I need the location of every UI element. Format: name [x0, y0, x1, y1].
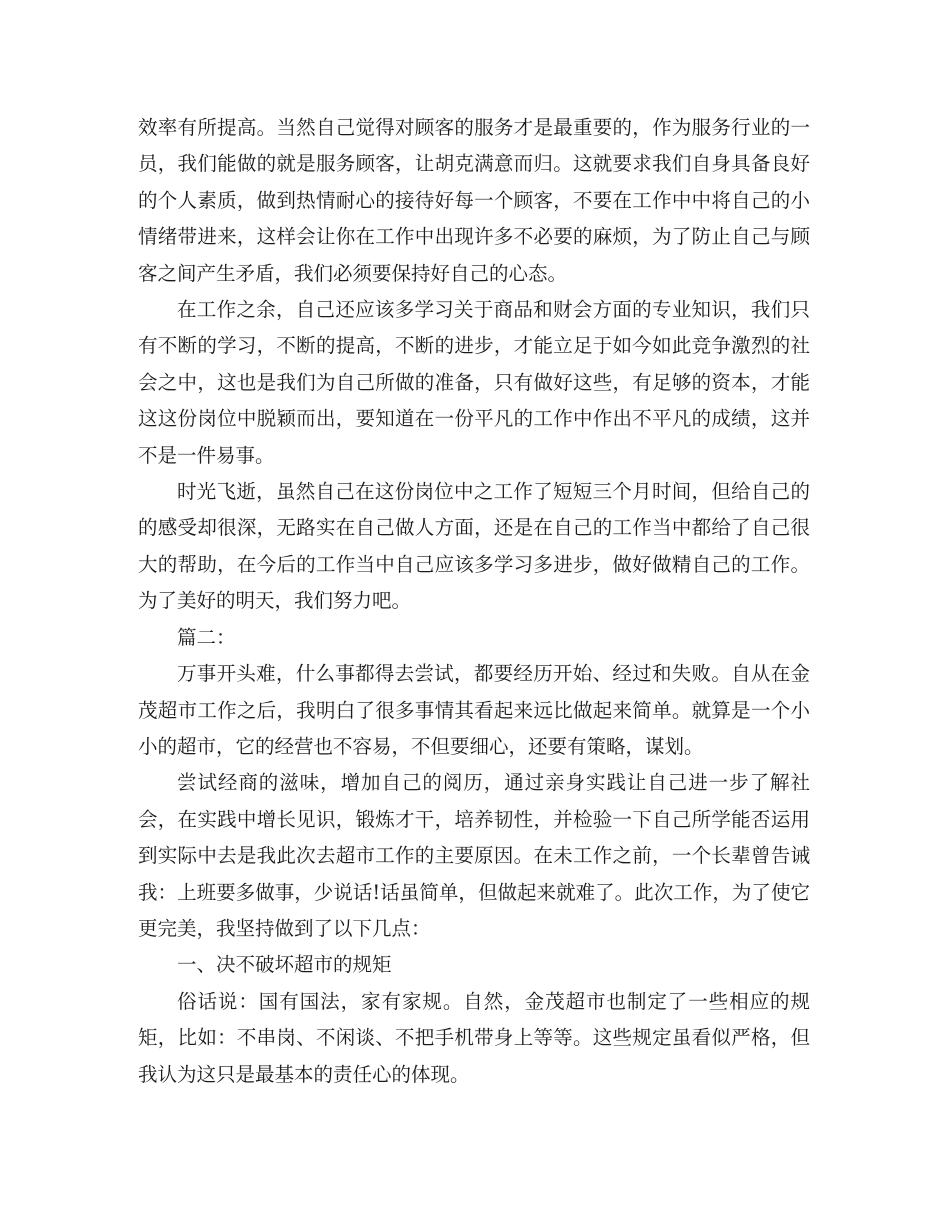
paragraph-beginning-hard: 万事开头难，什么事都得去尝试，都要经历开始、经过和失败。自从在金茂超市工作之后，我明白了很多事情其看起来远比做起来简单。就算是一个小小的超市，它的经营也不容易，不但要细心，还要有策略，谋划。 [138, 662, 810, 758]
paragraph-business-experience: 尝试经商的滋味，增加自己的阅历，通过亲身实践让自己进一步了解社会，在实践中增长见识，锻炼才干，培养韧性，并检验一下自己所学能否运用到实际中去是我此次去超市工作的主要原因。在未工作之前，一个长辈曾告诫我：上班要多做事，少说话!话虽简单，但做起来就难了。此次工作，为了使它更完美，我坚持做到了以下几点： [138, 771, 810, 940]
paragraph-time-flies: 时光飞逝，虽然自己在这份岗位中之工作了短短三个月时间，但给自己的的感受却很深，无路实在自己做人方面，还是在自己的工作当中都给了自己很大的帮助，在今后的工作当中自己应该多学习多进步，做好做精自己的工作。为了美好的明天，我们努力吧。 [138, 480, 810, 613]
paragraph-proverb: 俗话说：国有国法，家有家规。自然，金茂超市也制定了一些相应的规矩，比如：不串岗、不闲谈、不把手机带身上等等。这些规定虽看似严格，但我认为这只是最基本的责任心的体现。 [138, 989, 810, 1086]
paragraph-professional-study: 在工作之余，自己还应该多学习关于商品和财会方面的专业知识，我们只有不断的学习，不断的提高，不断的进步，才能立足于如今如此竞争激烈的社会之中，这也是我们为自己所做的准备，只有做好这些，有足够的资本，才能这这份岗位中脱颖而出，要知道在一份平凡的工作中作出不平凡的成绩，这并不是一件易事。 [138, 298, 810, 467]
paragraph-service-attitude: 效率有所提高。当然自己觉得对顾客的服务才是最重要的，作为服务行业的一员，我们能做的就是服务顾客，让胡克满意而归。这就要求我们自身具备良好的个人素质，做到热情耐心的接待好每一个顾客，不要在工作中中将自己的小情绪带进来，这样会让你在工作中出现许多不必要的麻烦，为了防止自己与顾客之间产生矛盾，我们必须要保持好自己的心态。 [138, 116, 810, 285]
subheading-rules: 一、决不破坏超市的规矩 [177, 953, 392, 977]
section-heading-part-two: 篇二： [177, 625, 236, 649]
document-page [138, 110, 810, 1093]
